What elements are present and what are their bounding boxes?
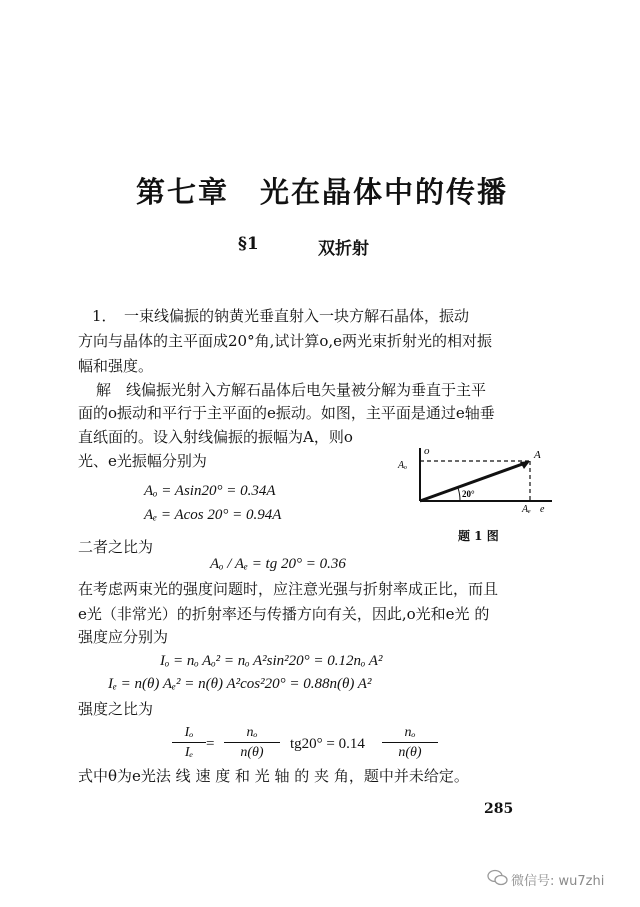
section-title: 双折射 (318, 239, 369, 259)
equation-ie: Iₑ = n(θ) Aₑ² = n(θ) A²cos²20° = 0.88n(θ) A² (108, 676, 372, 692)
fraction-no-ntheta-2 (382, 724, 438, 761)
fraction-io: Iₒ (184, 725, 194, 740)
figure-vector-decomposition (390, 440, 560, 520)
equation-ae: Aₑ = Acos 20° = 0.94A (144, 507, 282, 523)
problem-line-3: 幅和强度。 (78, 357, 154, 375)
ratio-intro: 二者之比为 (78, 538, 154, 556)
chapter-title: 第七章 光在晶体中的传播 (136, 175, 509, 209)
label-e: e (540, 504, 545, 515)
fraction-bar (382, 742, 438, 743)
fraction-io-ie (172, 724, 206, 761)
problem-line-2: 方向与晶体的主平面成20°角,试计算o,e两光束折射光的相对振 (78, 332, 493, 350)
page-number: 285 (484, 801, 514, 817)
angle-arc (458, 488, 460, 501)
solution-line-2: 面的o振动和平行于主平面的e振动。如图，主平面是通过e轴垂 (78, 404, 495, 422)
label-ao: Aₒ (398, 460, 407, 471)
final-line: 式中θ为e光法 线 速 度 和 光 轴 的 夹 角，题中并未给定。 (78, 767, 469, 785)
figure-caption: 题 1 图 (458, 529, 499, 543)
problem-line-1: 1． 一束线偏振的钠黄光垂直射入一块方解石晶体，振动 (92, 307, 470, 325)
fraction-ie: Iₑ (184, 745, 194, 760)
solution-line-1: 解 线偏振光射入方解石晶体后电矢量被分解为垂直于主平 (96, 381, 487, 399)
fraction-ntheta-2: n(θ) (398, 745, 422, 760)
label-a: A (534, 449, 541, 461)
fraction-ntheta-1: n(θ) (240, 745, 264, 760)
intensity-line-3: 强度应分别为 (78, 628, 169, 646)
solution-line-3: 直纸面的。设入射线偏振的振幅为A，则o (78, 428, 353, 446)
label-ae: Aₑ (522, 504, 531, 515)
intensity-line-1: 在考虑两束光的强度问题时，应注意光强与折射率成正比，而且 (78, 580, 499, 598)
section-number: §1 (238, 234, 259, 254)
fraction-no-ntheta-1 (224, 724, 280, 761)
watermark-text: 微信号: wu7zhi (511, 874, 605, 889)
label-o: o (424, 445, 430, 457)
fraction-middle-term: tg20° = 0.14 (290, 736, 365, 752)
solution-line-4: 光、e光振幅分别为 (78, 452, 207, 470)
equation-ao: Aₒ = Asin20° = 0.34A (144, 483, 276, 499)
label-angle: 20° (462, 489, 475, 499)
equation-ratio: Aₒ / Aₑ = tg 20° = 0.36 (210, 556, 346, 572)
intensity-line-2: e光（非常光）的折射率还与传播方向有关，因此,o光和e光 的 (78, 605, 490, 623)
fraction-no-2: nₒ (404, 725, 416, 740)
wechat-icon (487, 869, 509, 887)
intensity-ratio-intro: 强度之比为 (78, 700, 154, 718)
equation-io: Iₒ = nₒ Aₒ² = nₒ A²sin²20° = 0.12nₒ A² (160, 653, 383, 669)
fraction-bar (224, 742, 280, 743)
fraction-no-1: nₒ (246, 725, 258, 740)
fraction-bar (172, 742, 206, 743)
equals-sign: = (206, 736, 215, 752)
